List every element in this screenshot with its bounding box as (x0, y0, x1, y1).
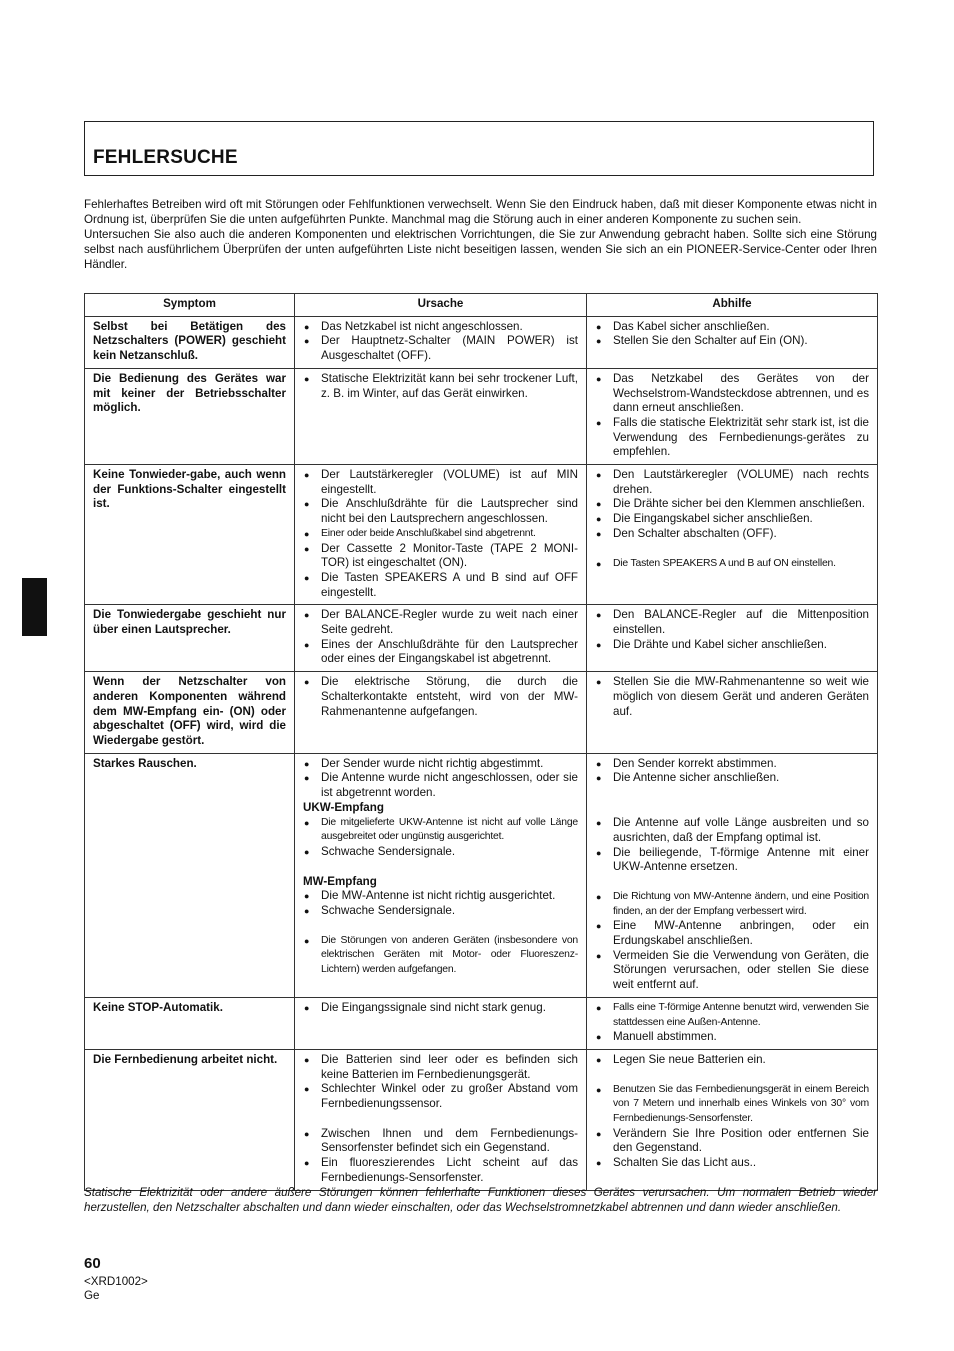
cause-subheading: UKW-Empfang (303, 800, 384, 814)
remedy-item: ● Schalten Sie das Licht aus.. (595, 1156, 869, 1171)
cause-item: ● Die Anschlußdrähte für die Lautsprecher sind nicht bei den Lautsprechern angeschlossen. (303, 497, 578, 526)
symptom-cell: Die Tonwiedergabe geschieht nur über einen Lautsprecher. (85, 605, 295, 672)
remedy-item: ● Die Antenne sicher anschließen. (595, 771, 869, 786)
table-row (85, 368, 878, 464)
cause-item: ● Die mitgelieferte UKW-Antenne ist nicht auf volle Länge ausgebreitet oder ungünstig ausgerichtet. (303, 816, 578, 845)
cause-item: ● Die elektrische Störung, die durch die Schalterkontakte entsteht, wird von der MW-Rahmenantenne aufgefangen. (303, 675, 578, 719)
remedy-item: ● Falls eine T-förmige Antenne benutzt wird, verwenden Sie stattdessen eine Außen-Antenne. (595, 1001, 869, 1030)
language-code: Ge (84, 1289, 100, 1302)
cause-cell (295, 368, 587, 464)
table-row (85, 316, 878, 368)
remedy-item: ● Legen Sie neue Batterien ein. (595, 1053, 869, 1068)
cause-cell (295, 672, 587, 754)
section-tab-marker (22, 578, 47, 636)
cause-item: ● Statische Elektrizität kann bei sehr trockener Luft, z. B. im Winter, auf das Gerät einwirken. (303, 372, 578, 401)
remedy-item: ● Stellen Sie die MW-Rahmenantenne so weit wie möglich von diesem Gerät und anderen Geräten auf. (595, 675, 869, 719)
table-row (85, 465, 878, 605)
remedy-item: ● Die Drähte sicher bei den Klemmen anschließen. (595, 497, 869, 512)
cause-item: ● Die Antenne wurde nicht angeschlossen, oder sie ist abgetrennt worden. (303, 771, 578, 800)
footnote: Statische Elektrizität oder andere äußere Störungen können fehlerhafte Funktionen dieses Gerätes verursachen. Um normalen Betrieb wieder herzustellen, den Netzschalter abschalten und dann wieder einschalten, oder das Wechselstromnetzkabel abtrennen und dann wieder anschließen. (84, 1186, 877, 1214)
remedy-item: ● Den BALANCE-Regler auf die Mittenposition einstellen. (595, 608, 869, 637)
cause-item: ● Die Störungen von anderen Geräten (insbesondere von elektrischen Geräten mit Motor- oder Fluoreszenz-Lichtern) werden aufgefangen. (303, 934, 578, 978)
table-row (85, 672, 878, 754)
cause-item: ● Der Sender wurde nicht richtig abgestimmt. (303, 757, 578, 772)
cause-item: ● Ein fluoreszierendes Licht scheint auf das Fernbedienungs-Sensorfenster. (303, 1156, 578, 1185)
cause-cell (295, 316, 587, 368)
table-row (85, 997, 878, 1049)
cause-item: ● Zwischen Ihnen und dem Fernbedienungs-Sensorfenster befindet sich ein Gegenstand. (303, 1127, 578, 1156)
remedy-item: ● Die Eingangskabel sicher anschließen. (595, 512, 869, 527)
header-symptom: Symptom (85, 294, 295, 317)
intro-paragraph: Fehlerhaftes Betreiben wird oft mit Störungen oder Fehlfunktionen verwechselt. Wenn Sie den Eindruck haben, daß mit dieser Komponente etwas nicht in Ordnung ist, überprüfen Sie die unten aufgeführten Punkte. Manchmal mag die Störung auch in einer anderen Komponente zu suchen sein. (84, 198, 877, 226)
intro-text (84, 197, 877, 272)
cause-item: ● Der Hauptnetz-Schalter (MAIN POWER) ist Ausgeschaltet (OFF). (303, 334, 578, 363)
cause-item: ● Die Eingangssignale sind nicht stark genug. (303, 1001, 578, 1016)
remedy-item: ● Die Richtung von MW-Antenne ändern, und eine Position finden, an der der Empfang verbessert wird. (595, 890, 869, 919)
cause-item: ● Einer oder beide Anschlußkabel sind abgetrennt. (303, 527, 578, 542)
symptom-cell: Die Bedienung des Gerätes war mit keiner der Betriebsschalter möglich. (85, 368, 295, 464)
cause-cell (295, 465, 587, 605)
table-row (85, 1049, 878, 1190)
page-number: 60 (84, 1255, 101, 1272)
remedy-cell (587, 672, 878, 754)
cause-item: ● Eines der Anschlußdrähte für den Lautsprecher oder eines der Eingangskabel ist abgetrennt. (303, 638, 578, 667)
remedy-item: ● Den Schalter abschalten (OFF). (595, 527, 869, 542)
remedy-item: ● Stellen Sie den Schalter auf Ein (ON). (595, 334, 869, 349)
remedy-item: ● Den Lautstärkeregler (VOLUME) nach rechts drehen. (595, 468, 869, 497)
remedy-cell (587, 465, 878, 605)
cause-item: ● Der BALANCE-Regler wurde zu weit nach einer Seite gedreht. (303, 608, 578, 637)
remedy-item: ● Vermeiden Sie die Verwendung von Geräten, die Störungen verursachen, oder stellen Sie diese weit entfernt auf. (595, 949, 869, 993)
cause-cell (295, 605, 587, 672)
symptom-cell: Wenn der Netzschalter von anderen Komponenten während dem MW-Empfang ein- (ON) oder abgeschaltet (OFF) wird, wird die Wiedergabe gestört. (85, 672, 295, 754)
remedy-item: ● Eine MW-Antenne anbringen, oder ein Erdungskabel anschließen. (595, 919, 869, 948)
symptom-cell: Die Fernbedienung arbeitet nicht. (85, 1049, 295, 1190)
cause-item: ● Schwache Sendersignale. (303, 845, 578, 860)
remedy-item: ● Die Drähte und Kabel sicher anschließen. (595, 638, 869, 653)
cause-item: ● Die MW-Antenne ist nicht richtig ausgerichtet. (303, 889, 578, 904)
remedy-item: ● Manuell abstimmen. (595, 1030, 869, 1045)
remedy-item: ● Die Tasten SPEAKERS A und B auf ON einstellen. (595, 557, 869, 572)
remedy-cell (587, 316, 878, 368)
header-cause: Ursache (295, 294, 587, 317)
cause-item: ● Die Tasten SPEAKERS A und B sind auf OFF eingestellt. (303, 571, 578, 600)
remedy-item: ● Das Netzkabel des Gerätes von der Wechselstrom-Wandsteckdose abtrennen, und es dann erneut anschließen. (595, 372, 869, 416)
cause-item: ● Schwache Sendersignale. (303, 904, 578, 919)
cause-item: ● Der Cassette 2 Monitor-Taste (TAPE 2 MONI-TOR) ist eingeschaltet (ON). (303, 542, 578, 571)
remedy-item: ● Die Antenne auf volle Länge ausbreiten und so ausrichten, daß der Empfang optimal ist. (595, 816, 869, 845)
cause-cell (295, 997, 587, 1049)
remedy-item: ● Verändern Sie Ihre Position oder entfernen Sie den Gegenstand. (595, 1127, 869, 1156)
table-header-row (85, 294, 878, 317)
table-row (85, 753, 878, 997)
remedy-item: ● Den Sender korrekt abstimmen. (595, 757, 869, 772)
cause-cell (295, 753, 587, 997)
cause-cell (295, 1049, 587, 1190)
remedy-item: ● Benutzen Sie das Fernbedienungsgerät in einem Bereich von 7 Metern und innerhalb eines Winkels von 30° vom Fernbedienungs-Sensorfenster. (595, 1083, 869, 1127)
remedy-item: ● Falls die statische Elektrizität sehr stark ist, ist die Verwendung des Fernbedienungs-gerätes zu empfehlen. (595, 416, 869, 460)
intro-paragraph: Untersuchen Sie also auch die anderen Komponenten und elektrischen Vorrichtungen, die Sie zur Anwendung gebracht haben. Sollte sich eine Störung selbst nach ausführlichem Überprüfen der unten aufgeführten Liste nicht beseitigen lassen, wenden Sie sich an ein PIONEER-Service-Center oder Ihren Händler. (84, 228, 877, 271)
symptom-cell: Keine STOP-Automatik. (85, 997, 295, 1049)
document-code: <XRD1002> (84, 1275, 148, 1288)
header-remedy: Abhilfe (587, 294, 878, 317)
remedy-item: ● Die beiliegende, T-förmige Antenne mit einer UKW-Antenne ersetzen. (595, 846, 869, 875)
remedy-cell (587, 997, 878, 1049)
symptom-cell: Keine Tonwieder-gabe, auch wenn der Funktions-Schalter eingestellt ist. (85, 465, 295, 605)
cause-item: ● Das Netzkabel ist nicht angeschlossen. (303, 320, 578, 335)
remedy-cell (587, 605, 878, 672)
symptom-cell: Selbst bei Betätigen des Netzschalters (POWER) geschieht kein Netzanschluß. (85, 316, 295, 368)
cause-subheading: MW-Empfang (303, 874, 377, 888)
remedy-cell (587, 368, 878, 464)
symptom-cell: Starkes Rauschen. (85, 753, 295, 997)
remedy-cell (587, 1049, 878, 1190)
remedy-item: ● Das Kabel sicher anschließen. (595, 320, 869, 335)
remedy-cell (587, 753, 878, 997)
table-row (85, 605, 878, 672)
cause-item: ● Die Batterien sind leer oder es befinden sich keine Batterien im Fernbedienungsgerät. (303, 1053, 578, 1082)
title-box (84, 121, 874, 176)
cause-item: ● Schlechter Winkel oder zu großer Abstand vom Fernbedienungssensor. (303, 1082, 578, 1111)
troubleshooting-table (84, 293, 878, 1191)
page-title: FEHLERSUCHE (93, 147, 238, 168)
cause-item: ● Der Lautstärkeregler (VOLUME) ist auf MIN eingestellt. (303, 468, 578, 497)
